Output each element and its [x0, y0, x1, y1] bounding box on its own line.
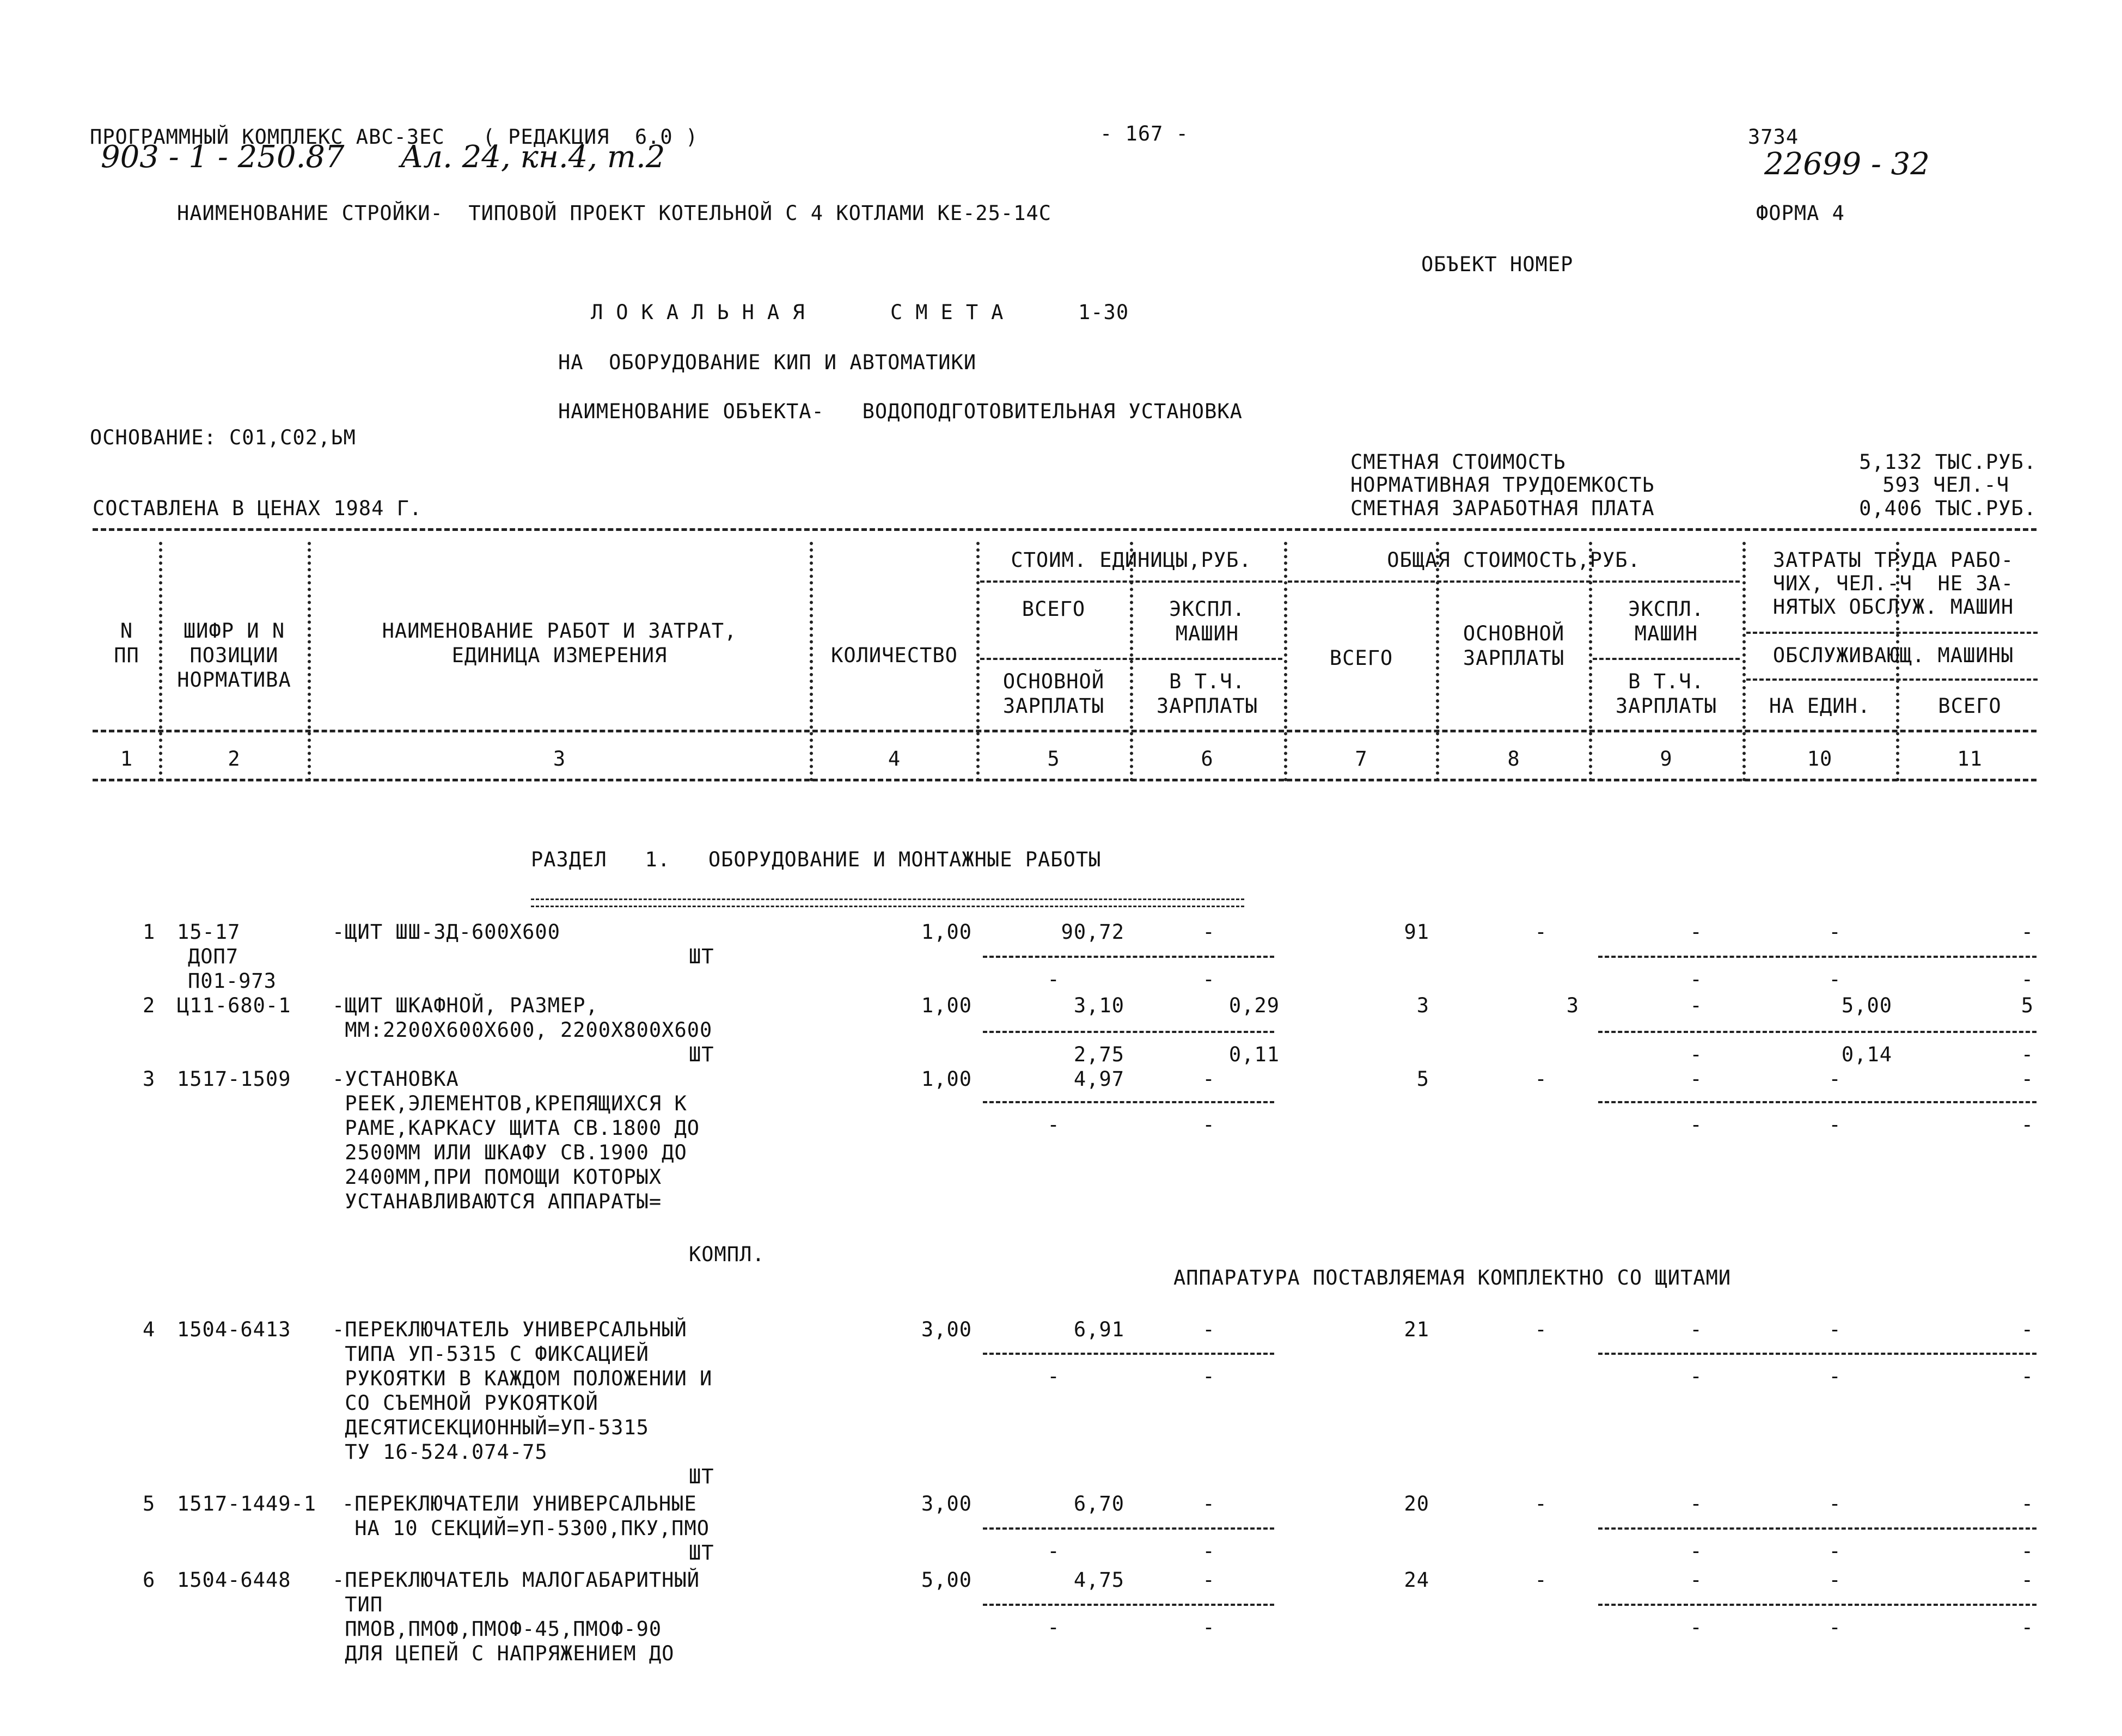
header-code-2: ПОЗИЦИИ: [189, 644, 279, 667]
row-labor-machines-unit: -: [1829, 1113, 1842, 1136]
header-total-cost: ОБЩАЯ СТОИМОСТЬ,РУБ.: [1387, 548, 1641, 572]
row-code: Ц11-680-1: [177, 994, 291, 1017]
row-code: П01-973: [188, 969, 277, 993]
col-number-4: 4: [888, 747, 901, 771]
row-name: СО СЪЕМНОЙ РУКОЯТКОЙ: [332, 1391, 598, 1415]
row-name: УСТАНАВЛИВАЮТСЯ АППАРАТЫ=: [332, 1190, 662, 1213]
summary-label-1: СМЕТНАЯ СТОИМОСТЬ: [1350, 450, 1566, 474]
row-labor-total: -: [2021, 1318, 2034, 1341]
row-labor-total: -: [2021, 1568, 2034, 1592]
handwritten-project-code: 903 - 1 - 250.87: [101, 139, 345, 175]
estimate-subtitle: НА ОБОРУДОВАНИЕ КИП И АВТОМАТИКИ: [558, 351, 977, 374]
col-separator: [976, 542, 980, 781]
col-separator: [1130, 542, 1133, 781]
col-number-8: 8: [1507, 747, 1520, 771]
row-name: ТИПА УП-5315 С ФИКСАЦИЕЙ: [332, 1342, 649, 1366]
row-labor-machines-unit: -: [1829, 1539, 1842, 1563]
row-base-wage-total: 3: [1566, 994, 1579, 1017]
header-quantity: КОЛИЧЕСТВО: [831, 644, 958, 667]
row-name: -ПЕРЕКЛЮЧАТЕЛЬ МАЛОГАБАРИТНЫЙ: [332, 1568, 700, 1592]
note-komplekt: АППАРАТУРА ПОСТАВЛЯЕМАЯ КОМПЛЕКТНО СО ЩИТАМИ: [1173, 1266, 1732, 1289]
title-word-1: ЛОКАЛЬНАЯ: [591, 301, 818, 324]
row-number: 3: [143, 1067, 156, 1091]
col-number-5: 5: [1047, 747, 1060, 771]
title-word-2: СМЕТА: [890, 301, 1017, 324]
row-unit-machines: 0,29: [1228, 994, 1280, 1017]
program-line: ПРОГРАММНЫЙ КОМПЛЕКС АВС-3ЕС ( РЕДАКЦИЯ 6.0 ): [90, 125, 699, 149]
row-unit-machines: -: [1202, 1492, 1215, 1515]
row-quantity: 5,00: [921, 1568, 972, 1592]
row-labor-unit: 5,00: [1841, 994, 1892, 1017]
row-quantity: 1,00: [921, 994, 972, 1017]
header-c11: ВСЕГО: [1938, 694, 2002, 718]
header-c10: НА ЕДИН.: [1769, 694, 1871, 718]
row-labor-unit: -: [1829, 1568, 1842, 1592]
row-name: ТИП: [332, 1593, 383, 1616]
col-separator: [1589, 542, 1592, 781]
col-number-6: 6: [1201, 747, 1214, 771]
col-separator: [810, 542, 813, 781]
col-separator: [159, 542, 162, 781]
header-code-1: ШИФР И N: [183, 619, 285, 643]
row-sub-rule: [983, 956, 1274, 958]
summary-label-3: СМЕТНАЯ ЗАРАБОТНАЯ ПЛАТА: [1350, 497, 1655, 520]
row-number: 1: [143, 920, 156, 944]
row-number: 5: [143, 1492, 156, 1515]
row-number: 2: [143, 994, 156, 1017]
header-pp: ПП: [114, 644, 139, 667]
header-sub-rule: [1288, 580, 1740, 583]
row-sub-rule: [1598, 1527, 2037, 1530]
row-unit-machine-wage: -: [1202, 1113, 1215, 1136]
row-labor-machines-total: -: [2021, 1043, 2034, 1066]
row-unit: ШТ: [689, 1541, 714, 1564]
row-unit: ШТ: [689, 1043, 714, 1066]
col-separator: [308, 542, 311, 781]
row-unit-total: 6,91: [1073, 1318, 1124, 1341]
row-machine-wage-total: -: [1690, 1113, 1703, 1136]
object-name: НАИМЕНОВАНИЕ ОБЪЕКТА- ВОДОПОДГОТОВИТЕЛЬНАЯ УСТАНОВКА: [558, 400, 1243, 423]
row-sub-rule: [1598, 956, 2037, 958]
header-c9-4: ЗАРПЛАТЫ: [1615, 694, 1717, 718]
header-labor-1: ЗАТРАТЫ ТРУДА РАБО-: [1772, 548, 2014, 572]
row-machines-total: -: [1690, 1492, 1703, 1515]
row-code: 1504-6448: [177, 1568, 291, 1592]
row-code: 1504-6413: [177, 1318, 291, 1341]
row-labor-unit: -: [1829, 1318, 1842, 1341]
header-unit-cost: СТОИМ. ЕДИНИЦЫ,РУБ.: [1011, 548, 1252, 572]
row-machine-wage-total: -: [1690, 1539, 1703, 1563]
row-unit: ШТ: [689, 945, 714, 968]
row-labor-total: -: [2021, 920, 2034, 944]
header-c9-3: В Т.Ч.: [1628, 670, 1704, 693]
row-labor-machines-total: -: [2021, 968, 2034, 991]
header-sub-rule: [1746, 678, 2038, 681]
col-separator: [1742, 542, 1746, 781]
row-code: ДОП7: [188, 945, 239, 968]
header-number-rule: [93, 730, 2037, 732]
row-sub-rule: [983, 1527, 1274, 1530]
row-machines-total: -: [1690, 1568, 1703, 1592]
row-base-wage-total: -: [1534, 1318, 1548, 1341]
header-c6-wage-1: В Т.Ч.: [1169, 670, 1245, 693]
row-name: РАМЕ,КАРКАСУ ЩИТА СВ.1800 ДО: [332, 1116, 700, 1140]
row-total: 21: [1404, 1318, 1429, 1341]
row-unit-base-wage: 2,75: [1073, 1043, 1124, 1066]
header-c8-1: ОСНОВНОЙ: [1463, 622, 1565, 645]
row-name: РЕЕК,ЭЛЕМЕНТОВ,КРЕПЯЩИХСЯ К: [332, 1092, 687, 1115]
row-unit-base-wage: -: [1047, 1616, 1060, 1639]
row-machines-total: -: [1690, 920, 1703, 944]
row-labor-unit: -: [1829, 1492, 1842, 1515]
row-machine-wage-total: -: [1690, 1365, 1703, 1388]
row-labor-machines-total: -: [2021, 1616, 2034, 1639]
row-unit-machine-wage: -: [1202, 968, 1215, 991]
row-sub-rule: [1598, 1031, 2037, 1033]
header-code-3: НОРМАТИВА: [177, 668, 291, 692]
col-number-7: 7: [1355, 747, 1368, 771]
header-labor-2: ЧИХ, ЧЕЛ.-Ч НЕ ЗА-: [1772, 572, 2014, 595]
row-name: ТУ 16-524.074-75: [332, 1440, 548, 1464]
header-sub-rule: [980, 580, 1282, 583]
row-labor-total: 5: [2021, 994, 2034, 1017]
col-separator: [1284, 542, 1287, 781]
row-machines-total: -: [1690, 994, 1703, 1017]
row-labor-machines-total: -: [2021, 1539, 2034, 1563]
header-name-2: ЕДИНИЦА ИЗМЕРЕНИЯ: [451, 644, 668, 667]
summary-value-1: 5,132 ТЫС.РУБ.: [1859, 450, 2037, 474]
row-name: -УСТАНОВКА: [332, 1067, 459, 1091]
row-unit-total: 3,10: [1073, 994, 1124, 1017]
header-bottom-rule: [93, 779, 2037, 781]
row-machine-wage-total: -: [1690, 1616, 1703, 1639]
row-machines-total: -: [1690, 1318, 1703, 1341]
row-unit-total: 4,97: [1073, 1067, 1124, 1091]
title-number: 1-30: [1078, 301, 1129, 324]
row-unit-machines: -: [1202, 920, 1215, 944]
row-machine-wage-total: -: [1690, 1043, 1703, 1066]
row-labor-total: -: [2021, 1067, 2034, 1091]
row-base-wage-total: -: [1534, 1568, 1548, 1592]
row-base-wage-total: -: [1534, 1492, 1548, 1515]
row-sub-rule: [983, 1101, 1274, 1103]
col-number-9: 9: [1660, 747, 1673, 771]
object-number-label: ОБЪЕКТ НОМЕР: [1421, 253, 1574, 276]
row-sub-rule: [1598, 1604, 2037, 1606]
summary-label-2: НОРМАТИВНАЯ ТРУДОЕМКОСТЬ: [1350, 473, 1655, 497]
row-labor-machines-unit: -: [1829, 968, 1842, 991]
row-name: 2400ММ,ПРИ ПОМОЩИ КОТОРЫХ: [332, 1165, 662, 1189]
row-unit-total: 6,70: [1073, 1492, 1124, 1515]
row-labor-machines-unit: -: [1829, 1365, 1842, 1388]
row-total: 3: [1416, 994, 1429, 1017]
row-name: ДЕСЯТИСЕКЦИОННЫЙ=УП-5315: [332, 1416, 649, 1439]
row-name: 2500ММ ИЛИ ШКАФУ СВ.1900 ДО: [332, 1141, 687, 1164]
row-unit-machine-wage: -: [1202, 1365, 1215, 1388]
row-unit-machine-wage: -: [1202, 1616, 1215, 1639]
row-unit: КОМПЛ.: [689, 1243, 765, 1266]
row-unit-machines: -: [1202, 1067, 1215, 1091]
form-label: ФОРМА 4: [1756, 201, 1845, 225]
construction-name: НАИМЕНОВАНИЕ СТРОЙКИ- ТИПОВОЙ ПРОЕКТ КОТЕЛЬНОЙ С 4 КОТЛАМИ КЕ-25-14С: [177, 201, 1052, 225]
row-labor-unit: -: [1829, 920, 1842, 944]
header-c6-1: ЭКСПЛ.: [1169, 597, 1245, 621]
row-unit-base-wage: -: [1047, 968, 1060, 991]
row-labor-total: -: [2021, 1492, 2034, 1515]
summary-value-2: 593 ЧЕЛ.-Ч: [1882, 473, 2009, 497]
document-code: 3734: [1748, 125, 1799, 149]
row-quantity: 1,00: [921, 920, 972, 944]
row-unit-base-wage: -: [1047, 1365, 1060, 1388]
basis-line: ОСНОВАНИЕ: С01,С02,ЬМ: [90, 426, 356, 449]
row-unit-machines: -: [1202, 1318, 1215, 1341]
row-base-wage-total: -: [1534, 1067, 1548, 1091]
col-number-3: 3: [553, 747, 566, 771]
row-name: НА 10 СЕКЦИЙ=УП-5300,ПКУ,ПМО: [342, 1517, 710, 1540]
handwritten-volume: Ал. 24, кн.4, т.2: [400, 139, 665, 175]
section-title: РАЗДЕЛ 1. ОБОРУДОВАНИЕ И МОНТАЖНЫЕ РАБОТЫ: [531, 848, 1102, 871]
header-c9-1: ЭКСПЛ.: [1628, 597, 1704, 621]
row-quantity: 3,00: [921, 1492, 972, 1515]
header-labor-3: НЯТЫХ ОБСЛУЖ. МАШИН: [1772, 595, 2014, 619]
row-name: РУКОЯТКИ В КАЖДОМ ПОЛОЖЕНИИ И: [332, 1367, 713, 1390]
row-name: ДЛЯ ЦЕПЕЙ С НАПРЯЖЕНИЕМ ДО: [332, 1642, 675, 1665]
row-sub-rule: [983, 1604, 1274, 1606]
header-c6-2: МАШИН: [1175, 622, 1239, 645]
row-name: -ЩИТ ШКАФНОЙ, РАЗМЕР,: [332, 994, 598, 1017]
row-total: 91: [1404, 920, 1429, 944]
row-name: -ПЕРЕКЛЮЧАТЕЛЬ УНИВЕРСАЛЬНЫЙ: [332, 1318, 687, 1341]
row-quantity: 1,00: [921, 1067, 972, 1091]
summary-value-3: 0,406 ТЫС.РУБ.: [1859, 497, 2037, 520]
row-sub-rule: [1598, 1101, 2037, 1103]
row-sub-rule: [1598, 1353, 2037, 1355]
row-name: -ЩИТ ШШ-3Д-600Х600: [332, 920, 560, 944]
row-unit-machine-wage: 0,11: [1228, 1043, 1280, 1066]
row-labor-unit: -: [1829, 1067, 1842, 1091]
row-code: 1517-1449-1: [177, 1492, 317, 1515]
row-number: 4: [143, 1318, 156, 1341]
row-labor-machines-unit: -: [1829, 1616, 1842, 1639]
row-unit: ШТ: [689, 1465, 714, 1488]
header-sub-rule: [980, 658, 1282, 660]
header-c5-total: ВСЕГО: [1022, 597, 1086, 621]
row-name: -ПЕРЕКЛЮЧАТЕЛИ УНИВЕРСАЛЬНЫЕ: [342, 1492, 697, 1515]
row-name: ММ:2200Х600Х600, 2200Х800Х600: [332, 1018, 713, 1042]
row-labor-machines-unit: 0,14: [1841, 1043, 1892, 1066]
row-code: 1517-1509: [177, 1067, 291, 1091]
row-unit-total: 90,72: [1061, 920, 1124, 944]
header-c8-2: ЗАРПЛАТЫ: [1463, 646, 1565, 670]
col-number-1: 1: [120, 747, 133, 771]
row-unit-machine-wage: -: [1202, 1539, 1215, 1563]
row-unit-base-wage: -: [1047, 1113, 1060, 1136]
row-total: 20: [1404, 1492, 1429, 1515]
row-unit-base-wage: -: [1047, 1539, 1060, 1563]
col-number-11: 11: [1957, 747, 1983, 771]
row-labor-machines-total: -: [2021, 1365, 2034, 1388]
table-top-rule: [93, 528, 2037, 531]
header-c6-wage-2: ЗАРПЛАТЫ: [1156, 694, 1258, 718]
row-base-wage-total: -: [1534, 920, 1548, 944]
header-labor-4: ОБСЛУЖИВАЮЩ. МАШИНЫ: [1772, 644, 2014, 667]
row-total: 24: [1404, 1568, 1429, 1592]
header-c5-base-1: ОСНОВНОЙ: [1002, 670, 1105, 693]
header-c5-base-2: ЗАРПЛАТЫ: [1002, 694, 1105, 718]
col-number-2: 2: [228, 747, 241, 771]
row-code: 15-17: [177, 920, 241, 944]
section-underline: [531, 898, 1244, 907]
row-total: 5: [1416, 1067, 1429, 1091]
row-name: ПМОВ,ПМОФ,ПМОФ-45,ПМОФ-90: [332, 1617, 662, 1641]
header-c7: ВСЕГО: [1329, 646, 1393, 670]
row-unit-total: 4,75: [1073, 1568, 1124, 1592]
price-basis: СОСТАВЛЕНА В ЦЕНАХ 1984 Г.: [93, 497, 423, 520]
row-sub-rule: [983, 1031, 1274, 1033]
row-number: 6: [143, 1568, 156, 1592]
header-sub-rule: [1593, 658, 1740, 660]
col-separator: [1436, 542, 1439, 781]
header-name-1: НАИМЕНОВАНИЕ РАБОТ И ЗАТРАТ,: [382, 619, 737, 643]
row-sub-rule: [983, 1353, 1274, 1355]
row-labor-machines-total: -: [2021, 1113, 2034, 1136]
header-n: N: [120, 619, 133, 643]
row-unit-machines: -: [1202, 1568, 1215, 1592]
row-machine-wage-total: -: [1690, 968, 1703, 991]
header-sub-rule: [1746, 632, 2038, 634]
header-c9-2: МАШИН: [1634, 622, 1698, 645]
col-number-10: 10: [1807, 747, 1833, 771]
row-machines-total: -: [1690, 1067, 1703, 1091]
handwritten-number: 22699 - 32: [1764, 146, 1930, 182]
page-number: - 167 -: [1100, 122, 1189, 145]
row-quantity: 3,00: [921, 1318, 972, 1341]
